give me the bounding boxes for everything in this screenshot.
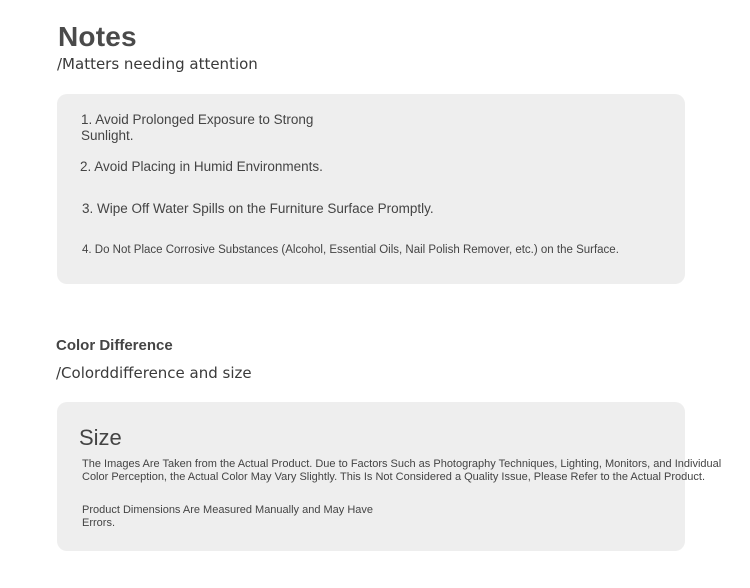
color-difference-subheading: /Colorddifference and size bbox=[56, 364, 252, 382]
note-item: 3. Wipe Off Water Spills on the Furniture Surface Promptly. bbox=[82, 201, 434, 216]
size-heading: Size bbox=[79, 425, 122, 450]
size-paragraph: Product Dimensions Are Measured Manually and May Have Errors. bbox=[82, 504, 374, 529]
note-item: 4. Do Not Place Corrosive Substances (Alcohol, Essential Oils, Nail Polish Remover, etc.) on the Surface. bbox=[82, 244, 619, 256]
notes-heading: Notes bbox=[58, 21, 137, 52]
notes-subheading: /Matters needing attention bbox=[57, 55, 258, 73]
size-paragraph: The Images Are Taken from the Actual Product. Due to Factors Such as Photography Techniques, Lighting, Monitors, and Individual Color Perception, the Actual Color May Vary Slightly. This Is Not Considered a Quality Issue, Please Refer to the Actual Product. bbox=[82, 458, 722, 483]
note-item: 1. Avoid Prolonged Exposure to Strong Sunlight. bbox=[81, 112, 314, 143]
note-item: 2. Avoid Placing in Humid Environments. bbox=[80, 159, 323, 174]
color-difference-heading: Color Difference bbox=[56, 337, 173, 354]
